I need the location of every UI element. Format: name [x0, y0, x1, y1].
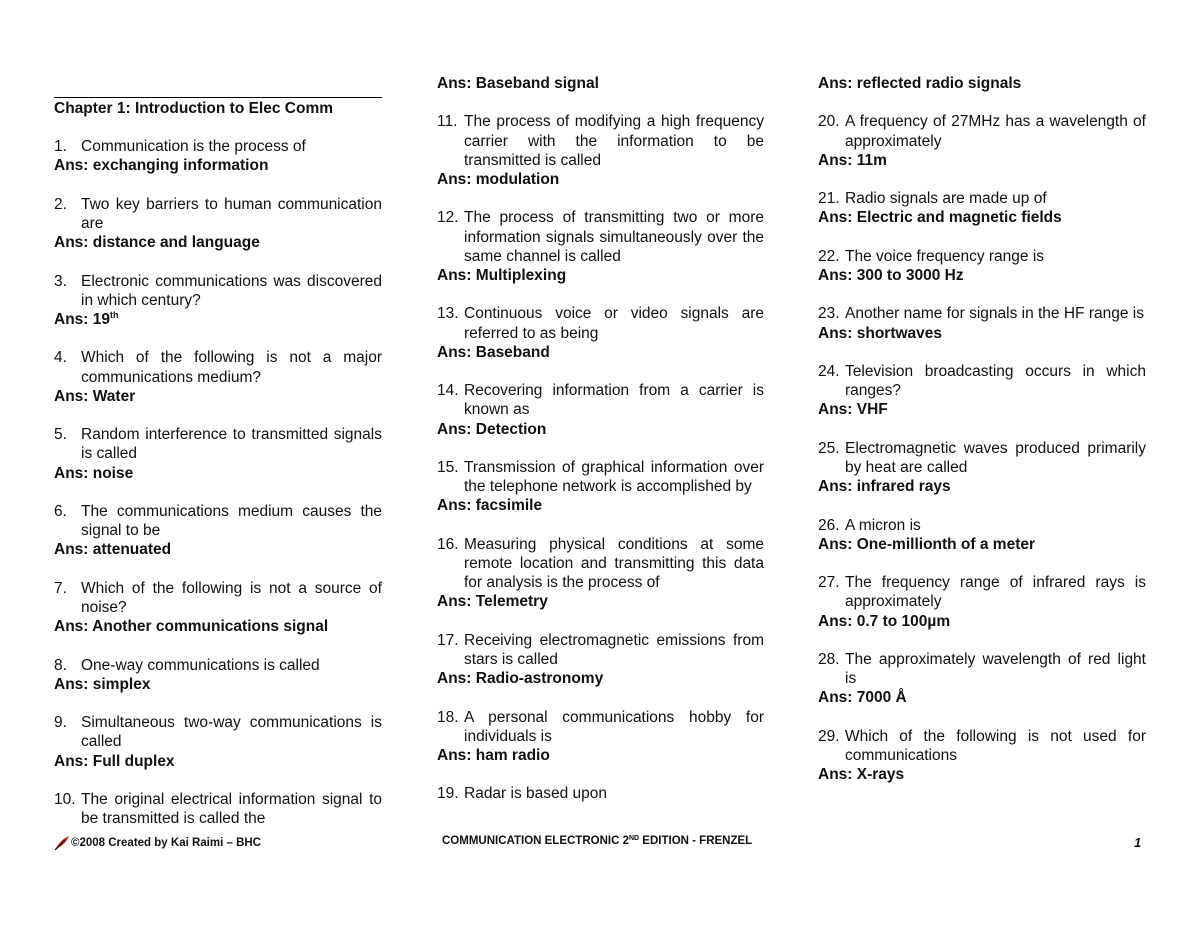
question-list-3: [818, 112, 1146, 784]
question-number: 15.: [437, 458, 459, 476]
question-text: [437, 208, 764, 266]
question-number: 11.: [437, 113, 458, 131]
answer-text: Ans: 300 to 3000 Hz: [818, 266, 964, 284]
question-text: [818, 304, 1146, 323]
question-body: Measuring physical conditions at some remote location and transmitting this data for analysis is the process of: [464, 535, 764, 592]
answer-line: [54, 156, 382, 175]
question-item: [437, 708, 764, 766]
question-item: [818, 112, 1146, 170]
answer-text: Ans: Another communications signal: [54, 618, 329, 636]
answer-text: Ans: Detection: [437, 420, 547, 438]
answer-line: [818, 400, 1146, 419]
question-item: [54, 656, 382, 694]
question-number: 16.: [437, 535, 459, 553]
question-item: [54, 137, 382, 175]
question-number: 7.: [54, 579, 67, 597]
answer-line: [437, 592, 764, 611]
answer-text: Ans: distance and language: [54, 234, 260, 252]
answer-text: Ans: VHF: [818, 401, 888, 419]
question-item: [54, 425, 382, 483]
question-item: [54, 579, 382, 637]
question-number: 8.: [54, 656, 67, 674]
answer-line: [54, 233, 382, 252]
answer-text: Ans: Telemetry: [437, 593, 548, 611]
question-text: [54, 656, 382, 675]
question-text: [437, 112, 764, 170]
question-body: Radio signals are made up of: [845, 190, 1047, 208]
question-text: [54, 713, 382, 751]
question-item: [818, 573, 1146, 631]
answer-text: Ans: exchanging information: [54, 157, 269, 175]
answer-text: Ans: simplex: [54, 675, 151, 693]
column-1: [54, 74, 382, 848]
chapter-rule: [54, 97, 382, 118]
answer-line: [818, 765, 1146, 784]
question-body: The approximately wavelength of red light is: [845, 650, 1146, 688]
question-item: [818, 189, 1146, 227]
answer-text: Ans: Full duplex: [54, 752, 175, 770]
question-text: [818, 516, 1146, 535]
answer-text: Ans: X-rays: [818, 766, 905, 784]
answer-text: Ans: modulation: [437, 171, 560, 188]
question-text: [437, 304, 764, 342]
question-number: 18.: [437, 708, 459, 726]
question-item: [818, 247, 1146, 285]
question-item: [437, 304, 764, 362]
question-item: [54, 195, 382, 253]
question-text: [818, 189, 1146, 208]
answer-line: [818, 266, 1146, 285]
question-text: [818, 650, 1146, 688]
question-text: [54, 425, 382, 463]
answer-text: Ans: 11m: [818, 151, 887, 169]
footer-book-title: [442, 835, 752, 847]
footer-copyright: [53, 835, 261, 851]
question-body: The voice frequency range is: [845, 247, 1045, 265]
question-body: Which of the following is not a source of noise?: [81, 579, 382, 616]
question-text: [54, 137, 382, 156]
answer-line: [818, 324, 1146, 343]
footer-title-sup: ND: [628, 835, 640, 842]
question-text: [818, 727, 1146, 765]
question-text: [818, 573, 1146, 611]
question-number: 6.: [54, 502, 67, 520]
question-item: [437, 458, 764, 516]
question-text: [54, 348, 382, 386]
column-3: [818, 74, 1146, 804]
question-body: Which of the following is not used for communications: [845, 727, 1146, 764]
answer-line: [818, 208, 1146, 227]
answer-line: [818, 151, 1146, 170]
question-item: [54, 713, 382, 771]
answer-line: [54, 540, 382, 559]
question-number: 20.: [818, 113, 840, 131]
question-item: [437, 535, 764, 612]
page-number: 1: [1134, 835, 1142, 850]
question-text: [818, 362, 1146, 400]
question-item: [54, 502, 382, 560]
answer-line: [437, 746, 764, 765]
question-number: 9.: [54, 714, 67, 732]
question-text: [437, 708, 764, 746]
question-item: [54, 790, 382, 828]
question-text: [54, 272, 382, 310]
question-number: 25.: [818, 439, 840, 457]
question-item: [437, 381, 764, 439]
question-body: Random interference to transmitted signals is called: [81, 426, 382, 463]
question-text: [54, 579, 382, 617]
question-list-1: [54, 137, 382, 828]
question-number: 21.: [818, 190, 840, 208]
question-text: [437, 381, 764, 419]
answer-text: Ans: 0.7 to 100µm: [818, 612, 951, 630]
question-text: [437, 784, 764, 803]
answer-text: Ans: ham radio: [437, 746, 550, 764]
question-body: The communications medium causes the signal to be: [81, 502, 382, 540]
question-item: [818, 650, 1146, 708]
question-item: [54, 348, 382, 406]
question-number: 12.: [437, 209, 459, 227]
answer-line: [437, 669, 764, 688]
answer-line: [818, 477, 1146, 496]
question-text: [818, 439, 1146, 477]
answer-line: [818, 688, 1146, 707]
question-item: [818, 304, 1146, 342]
question-number: 13.: [437, 305, 459, 323]
answer-line: [818, 612, 1146, 631]
answer-line: [437, 343, 764, 362]
question-body: The process of modifying a high frequency carrier with the information to be transmitted is called: [464, 113, 764, 169]
answer-text: Ans: Radio-astronomy: [437, 670, 604, 688]
question-body: Recovering information from a carrier is known as: [464, 382, 764, 419]
answer-text: Ans: Electric and magnetic fields: [818, 209, 1062, 227]
question-body: Transmission of graphical information over the telephone network is accomplished by: [464, 458, 764, 496]
answer-line: [54, 675, 382, 694]
answer-line: [54, 752, 382, 771]
question-body: Television broadcasting occurs in which ranges?: [845, 362, 1146, 400]
question-number: 5.: [54, 426, 67, 444]
question-text: [437, 535, 764, 593]
question-item: [437, 112, 764, 189]
answer-line: [54, 387, 382, 406]
question-text: [54, 502, 382, 540]
question-body: Two key barriers to human communication are: [81, 195, 382, 232]
answer-line: [437, 420, 764, 439]
answer-text: Ans: shortwaves: [818, 324, 943, 342]
answer-line: [54, 464, 382, 483]
answer-superscript: th: [110, 310, 119, 320]
answer-text: Ans: infrared rays: [818, 478, 951, 496]
question-item: [437, 208, 764, 285]
answer-text: Ans: Water: [54, 387, 136, 405]
answer-text: Ans: attenuated: [54, 541, 172, 559]
answer-line: [437, 266, 764, 285]
question-number: 2.: [54, 195, 67, 213]
question-body: A personal communications hobby for individuals is: [464, 708, 764, 745]
answer-line: [54, 617, 382, 636]
question-text: [818, 112, 1146, 150]
question-text: [437, 458, 764, 496]
question-list-2: [437, 112, 764, 803]
continued-answer: Ans: Baseband signal: [437, 75, 599, 92]
question-body: The original electrical information signal to be transmitted is called the: [81, 790, 382, 828]
question-number: 1.: [54, 138, 67, 156]
answer-text: Ans: One-millionth of a meter: [818, 535, 1036, 553]
feather-logo-icon: [53, 835, 71, 851]
question-number: 10.: [54, 790, 76, 808]
question-item: [818, 362, 1146, 420]
answer-line: [437, 496, 764, 515]
question-number: 4.: [54, 349, 67, 367]
footer-title-part: EDITION - FRENZEL: [639, 835, 753, 847]
question-body: Communication is the process of: [81, 138, 306, 156]
question-item: [818, 727, 1146, 785]
question-number: 17.: [437, 631, 459, 649]
question-number: 19.: [437, 785, 459, 803]
question-text: [54, 790, 382, 828]
chapter-title: Chapter 1: Introduction to Elec Comm: [54, 100, 334, 117]
question-body: Radar is based upon: [464, 785, 608, 803]
question-text: [54, 195, 382, 233]
question-number: 22.: [818, 247, 840, 265]
question-body: Electromagnetic waves produced primarily by heat are called: [845, 439, 1146, 476]
question-number: 27.: [818, 574, 840, 592]
question-body: A frequency of 27MHz has a wavelength of approximately: [845, 113, 1146, 150]
question-item: [437, 784, 764, 803]
footer-copyright-text: ©2008 Created by Kai Raimi – BHC: [71, 837, 261, 849]
question-number: 28.: [818, 650, 840, 668]
answer-text: Ans: 7000 Å: [818, 689, 907, 707]
question-item: [437, 631, 764, 689]
question-body: Another name for signals in the HF range is: [845, 305, 1144, 323]
question-body: Receiving electromagnetic emissions from stars is called: [464, 631, 764, 668]
answer-line: [54, 310, 382, 329]
question-body: A micron is: [845, 516, 921, 534]
question-item: [54, 272, 382, 330]
question-body: The process of transmitting two or more information signals simultaneously over the same channel is called: [464, 209, 764, 265]
column-2: [437, 74, 764, 823]
answer-text: Ans: 19: [54, 311, 110, 328]
question-number: 3.: [54, 272, 67, 290]
question-item: [818, 516, 1146, 554]
question-body: The frequency range of infrared rays is approximately: [845, 574, 1146, 611]
question-body: Which of the following is not a major communications medium?: [81, 349, 382, 386]
answer-line: [818, 535, 1146, 554]
question-item: [818, 439, 1146, 497]
answer-text: Ans: noise: [54, 464, 134, 482]
continued-answer: Ans: reflected radio signals: [818, 75, 1022, 92]
question-number: 29.: [818, 727, 840, 745]
question-number: 26.: [818, 516, 840, 534]
footer-title-part: COMMUNICATION ELECTRONIC 2: [442, 835, 629, 847]
answer-text: Ans: facsimile: [437, 497, 543, 515]
question-number: 14.: [437, 382, 459, 400]
question-body: One-way communications is called: [81, 656, 320, 674]
answer-text: Ans: Multiplexing: [437, 267, 567, 284]
answer-text: Ans: Baseband: [437, 343, 550, 361]
question-body: Simultaneous two-way communications is called: [81, 714, 382, 751]
question-text: [437, 631, 764, 669]
question-body: Continuous voice or video signals are referred to as being: [464, 305, 764, 342]
question-text: [818, 247, 1146, 266]
question-number: 24.: [818, 362, 840, 380]
question-number: 23.: [818, 305, 840, 323]
question-body: Electronic communications was discovered in which century?: [81, 272, 382, 309]
answer-line: [437, 170, 764, 189]
